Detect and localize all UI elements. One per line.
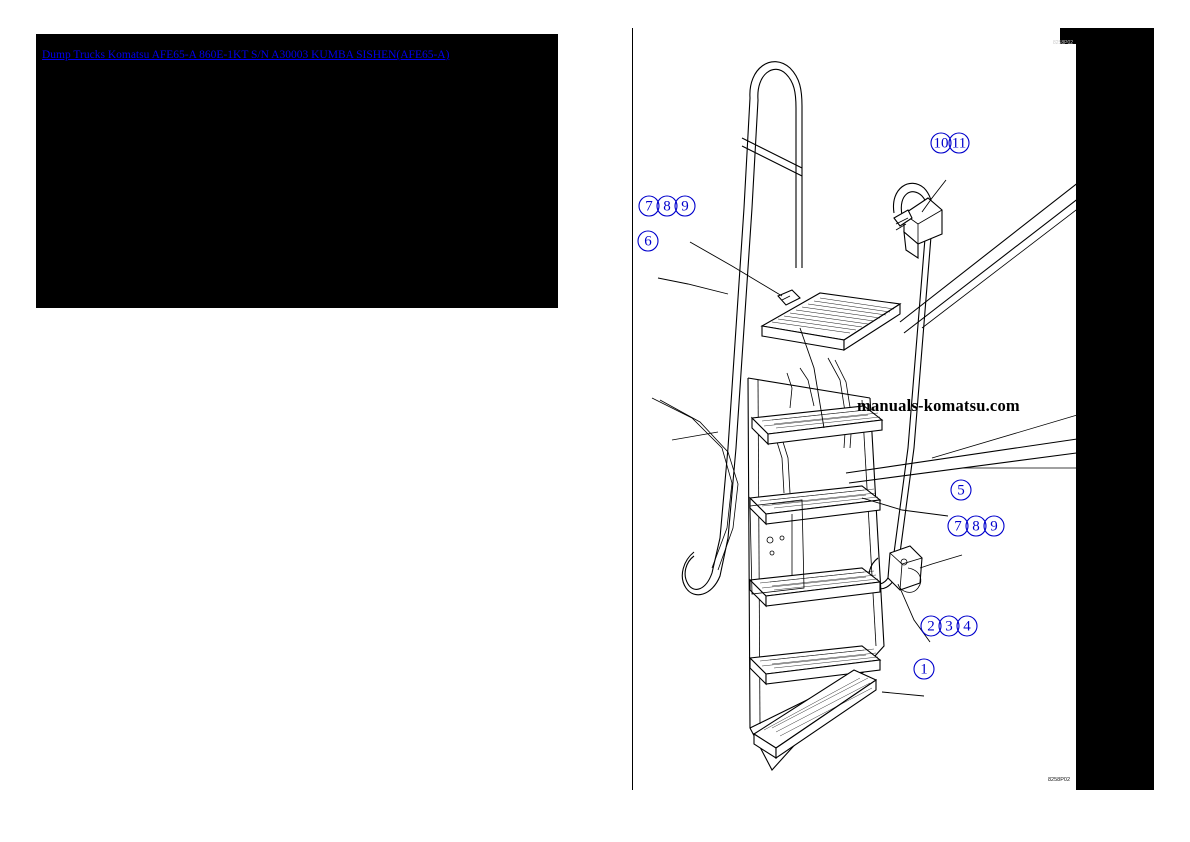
callout-8-lower (966, 516, 986, 536)
diagram-code-label-top: 8258P02 (1053, 40, 1074, 46)
callout-4 (957, 616, 977, 636)
svg-text:7: 7 (954, 518, 962, 535)
callout-9-upper (675, 196, 695, 216)
svg-text:10: 10 (933, 135, 949, 152)
svg-text:11: 11 (951, 135, 967, 152)
diagram-code-label: 8258P02 (1048, 777, 1071, 783)
callout-2 (921, 616, 941, 636)
callout-5 (951, 480, 971, 500)
svg-text:8: 8 (663, 198, 671, 215)
callout-6 (638, 231, 658, 251)
callout-10 (931, 133, 951, 153)
watermark-text: manuals-komatsu.com (857, 396, 1020, 415)
svg-text:5: 5 (957, 482, 965, 499)
svg-text:4: 4 (963, 618, 971, 635)
lower-hinge-bracket (888, 546, 922, 592)
breadcrumb[interactable]: Dump Trucks Komatsu AFE65-A 860E-1KT S/N A30003 KUMBA SISHEN(AFE65-A) (42, 49, 450, 61)
svg-text:6: 6 (644, 233, 652, 250)
callout-3 (939, 616, 959, 636)
svg-text:1: 1 (920, 661, 928, 678)
svg-text:8: 8 (972, 518, 980, 535)
svg-text:9: 9 (990, 518, 998, 535)
upper-hinge-bracket (778, 290, 800, 305)
callout-9-lower (984, 516, 1004, 536)
diagram-right-black-bar (1076, 28, 1154, 790)
callout-11 (949, 133, 969, 153)
right-handrail (869, 183, 933, 588)
svg-text:3: 3 (945, 618, 953, 635)
callout-8-upper (657, 196, 677, 216)
callout-7-lower (948, 516, 968, 536)
image-placeholder (36, 34, 558, 308)
ladder-steps (750, 406, 882, 758)
callout-7-upper (639, 196, 659, 216)
callout-1 (914, 659, 934, 679)
svg-text:9: 9 (681, 198, 689, 215)
svg-text:7: 7 (645, 198, 653, 215)
svg-text:2: 2 (927, 618, 935, 635)
